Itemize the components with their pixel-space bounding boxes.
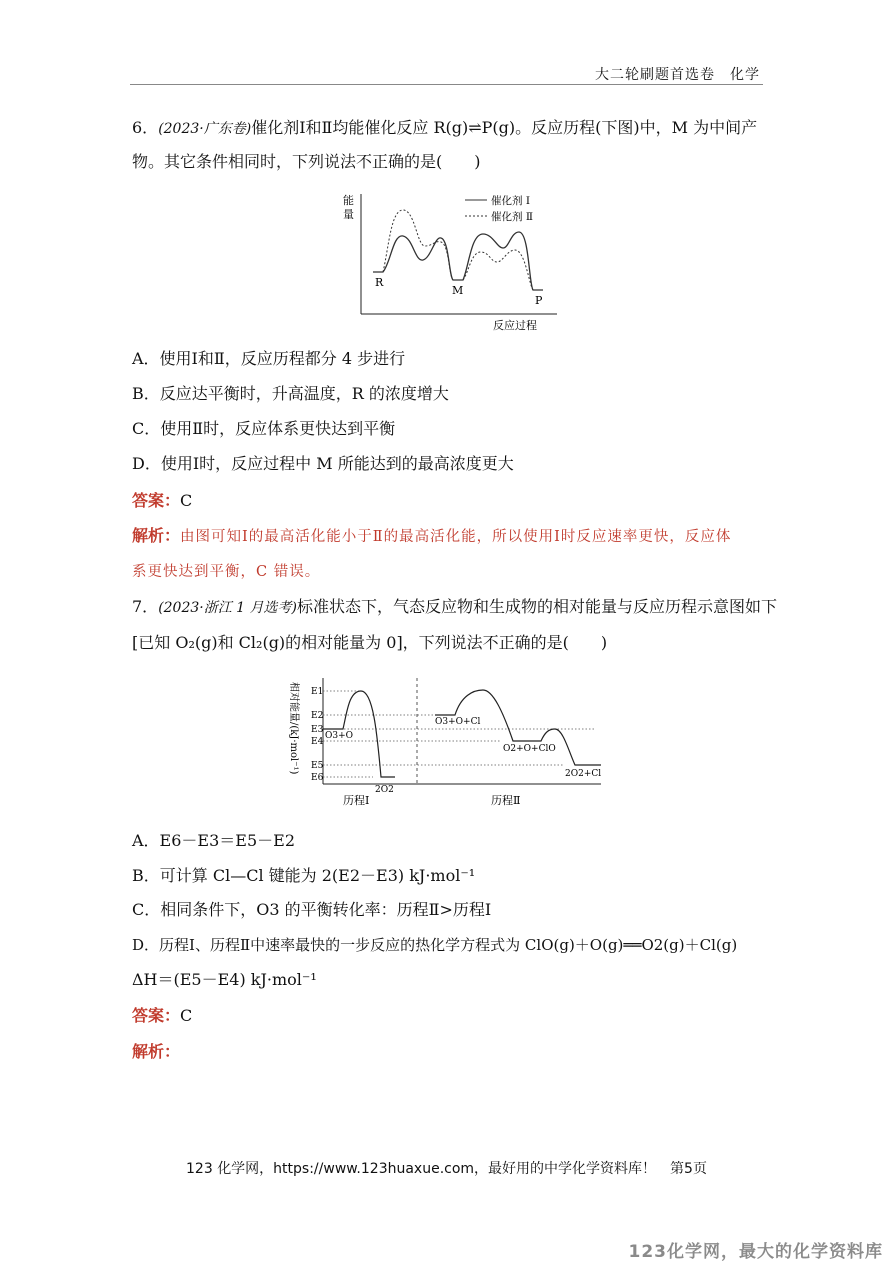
- q6-xlabel: 反应过程: [493, 319, 537, 332]
- q6-stem-line-1: [132, 117, 757, 140]
- q7-option-d-line-1: D．历程Ⅰ、历程Ⅱ中速率最快的一步反应的热化学方程式为 ClO(g)＋O(g)══O2(g)＋Cl(g): [132, 936, 738, 954]
- q6-option-a: A．使用Ⅰ和Ⅱ，反应历程都分 4 步进行: [132, 349, 406, 368]
- q6-stem-1: 催化剂Ⅰ和Ⅱ均能催化反应 R(g)⇌P(g)。反应历程(下图)中，M 为中间产: [251, 118, 758, 137]
- q6-answer-value: C: [180, 491, 193, 510]
- q6-option-b: B．反应达平衡时，升高温度，R 的浓度增大: [132, 384, 449, 403]
- q6-option-d: D．使用Ⅰ时，反应过程中 M 所能达到的最高浓度更大: [132, 454, 514, 473]
- q7-number: 7．: [132, 597, 159, 616]
- q6-source: (2023·广东卷): [158, 121, 252, 137]
- q6-energy-diagram: [335, 186, 565, 336]
- q7-state-4: O2+O+ClO: [503, 744, 556, 754]
- q6-legend-1: 催化剂 Ⅰ: [491, 195, 530, 207]
- q6-label-M: M: [452, 284, 464, 297]
- q7-gridlines: [323, 691, 595, 777]
- q6-curve-catalyst-1: [373, 232, 543, 290]
- q6-ylabel-2: 量: [343, 208, 354, 221]
- q6-answer-label: 答案：: [132, 491, 181, 510]
- q7-stem-line-1: [132, 596, 777, 619]
- q7-label-e3: E3: [311, 725, 324, 735]
- q6-stem-line-2: 物。其它条件相同时，下列说法不正确的是( ): [132, 152, 481, 171]
- q7-label-e1: E1: [311, 687, 324, 697]
- q7-option-d-line-2: ΔH＝(E5－E4) kJ·mol⁻¹: [132, 970, 317, 989]
- q6-analysis-2: 系更快达到平衡，C 错误。: [132, 564, 321, 580]
- q6-label-P: P: [535, 294, 543, 307]
- q7-state-1: O3+O: [325, 731, 354, 741]
- q6-analysis-line-1: [132, 525, 731, 548]
- q7-option-a: A．E6－E3＝E5－E2: [132, 831, 295, 850]
- q7-source: (2023·浙江 1 月选考): [158, 600, 297, 616]
- q7-energy-diagram: [283, 672, 613, 812]
- q7-path-2-label: 历程Ⅱ: [491, 794, 521, 807]
- q7-ylabel: 相对能量/(kJ·mol⁻¹): [288, 682, 299, 775]
- q7-stem-1: 标准状态下，气态反应物和生成物的相对能量与反应历程示意图如下: [297, 597, 778, 616]
- q6-ylabel-1: 能: [343, 194, 354, 207]
- q6-number: 6．: [132, 118, 159, 137]
- q7-path-1-label: 历程Ⅰ: [343, 794, 370, 807]
- q7-label-e2: E2: [311, 711, 324, 721]
- q6-analysis-1: 由图可知Ⅰ的最高活化能小于Ⅱ的最高活化能，所以使用Ⅰ时反应速率更快，反应体: [180, 529, 732, 545]
- q7-label-e4: E4: [311, 737, 324, 747]
- q7-analysis-label: 解析：: [132, 1042, 181, 1061]
- header-divider: [130, 84, 763, 85]
- q7-answer-value: C: [180, 1006, 193, 1025]
- q6-option-c: C．使用Ⅱ时，反应体系更快达到平衡: [132, 419, 396, 438]
- q7-answer: [132, 1005, 192, 1027]
- q7-label-e6: E6: [311, 773, 324, 783]
- q7-analysis: [132, 1041, 180, 1063]
- q7-option-b: B．可计算 Cl—Cl 键能为 2(E2－E3) kJ·mol⁻¹: [132, 866, 476, 885]
- watermark: 123化学网，最大的化学资料库: [628, 1242, 883, 1262]
- q7-energy-labels: [311, 687, 324, 783]
- q6-answer: [132, 490, 192, 512]
- page-footer: 123 化学网，https://www.123huaxue.com，最好用的中学化学资料库！ 第5页: [186, 1161, 707, 1177]
- q7-state-3: O3+O+Cl: [435, 717, 481, 727]
- q6-label-R: R: [375, 276, 384, 289]
- q7-option-c: C．相同条件下，O3 的平衡转化率：历程Ⅱ>历程Ⅰ: [132, 900, 492, 919]
- q7-answer-label: 答案：: [132, 1006, 181, 1025]
- q6-legend-2: 催化剂 Ⅱ: [491, 211, 533, 223]
- q6-analysis-line-2: [132, 560, 320, 583]
- header-title: 大二轮刷题首选卷 化学: [595, 67, 760, 83]
- q6-analysis-label: 解析：: [132, 526, 181, 545]
- q7-state-5: 2O2+Cl: [565, 769, 602, 779]
- q7-stem-line-2: [已知 O₂(g)和 Cl₂(g)的相对能量为 0]，下列说法不正确的是( ): [132, 633, 608, 652]
- q7-label-e5: E5: [311, 761, 324, 771]
- q7-state-2: 2O2: [375, 785, 394, 795]
